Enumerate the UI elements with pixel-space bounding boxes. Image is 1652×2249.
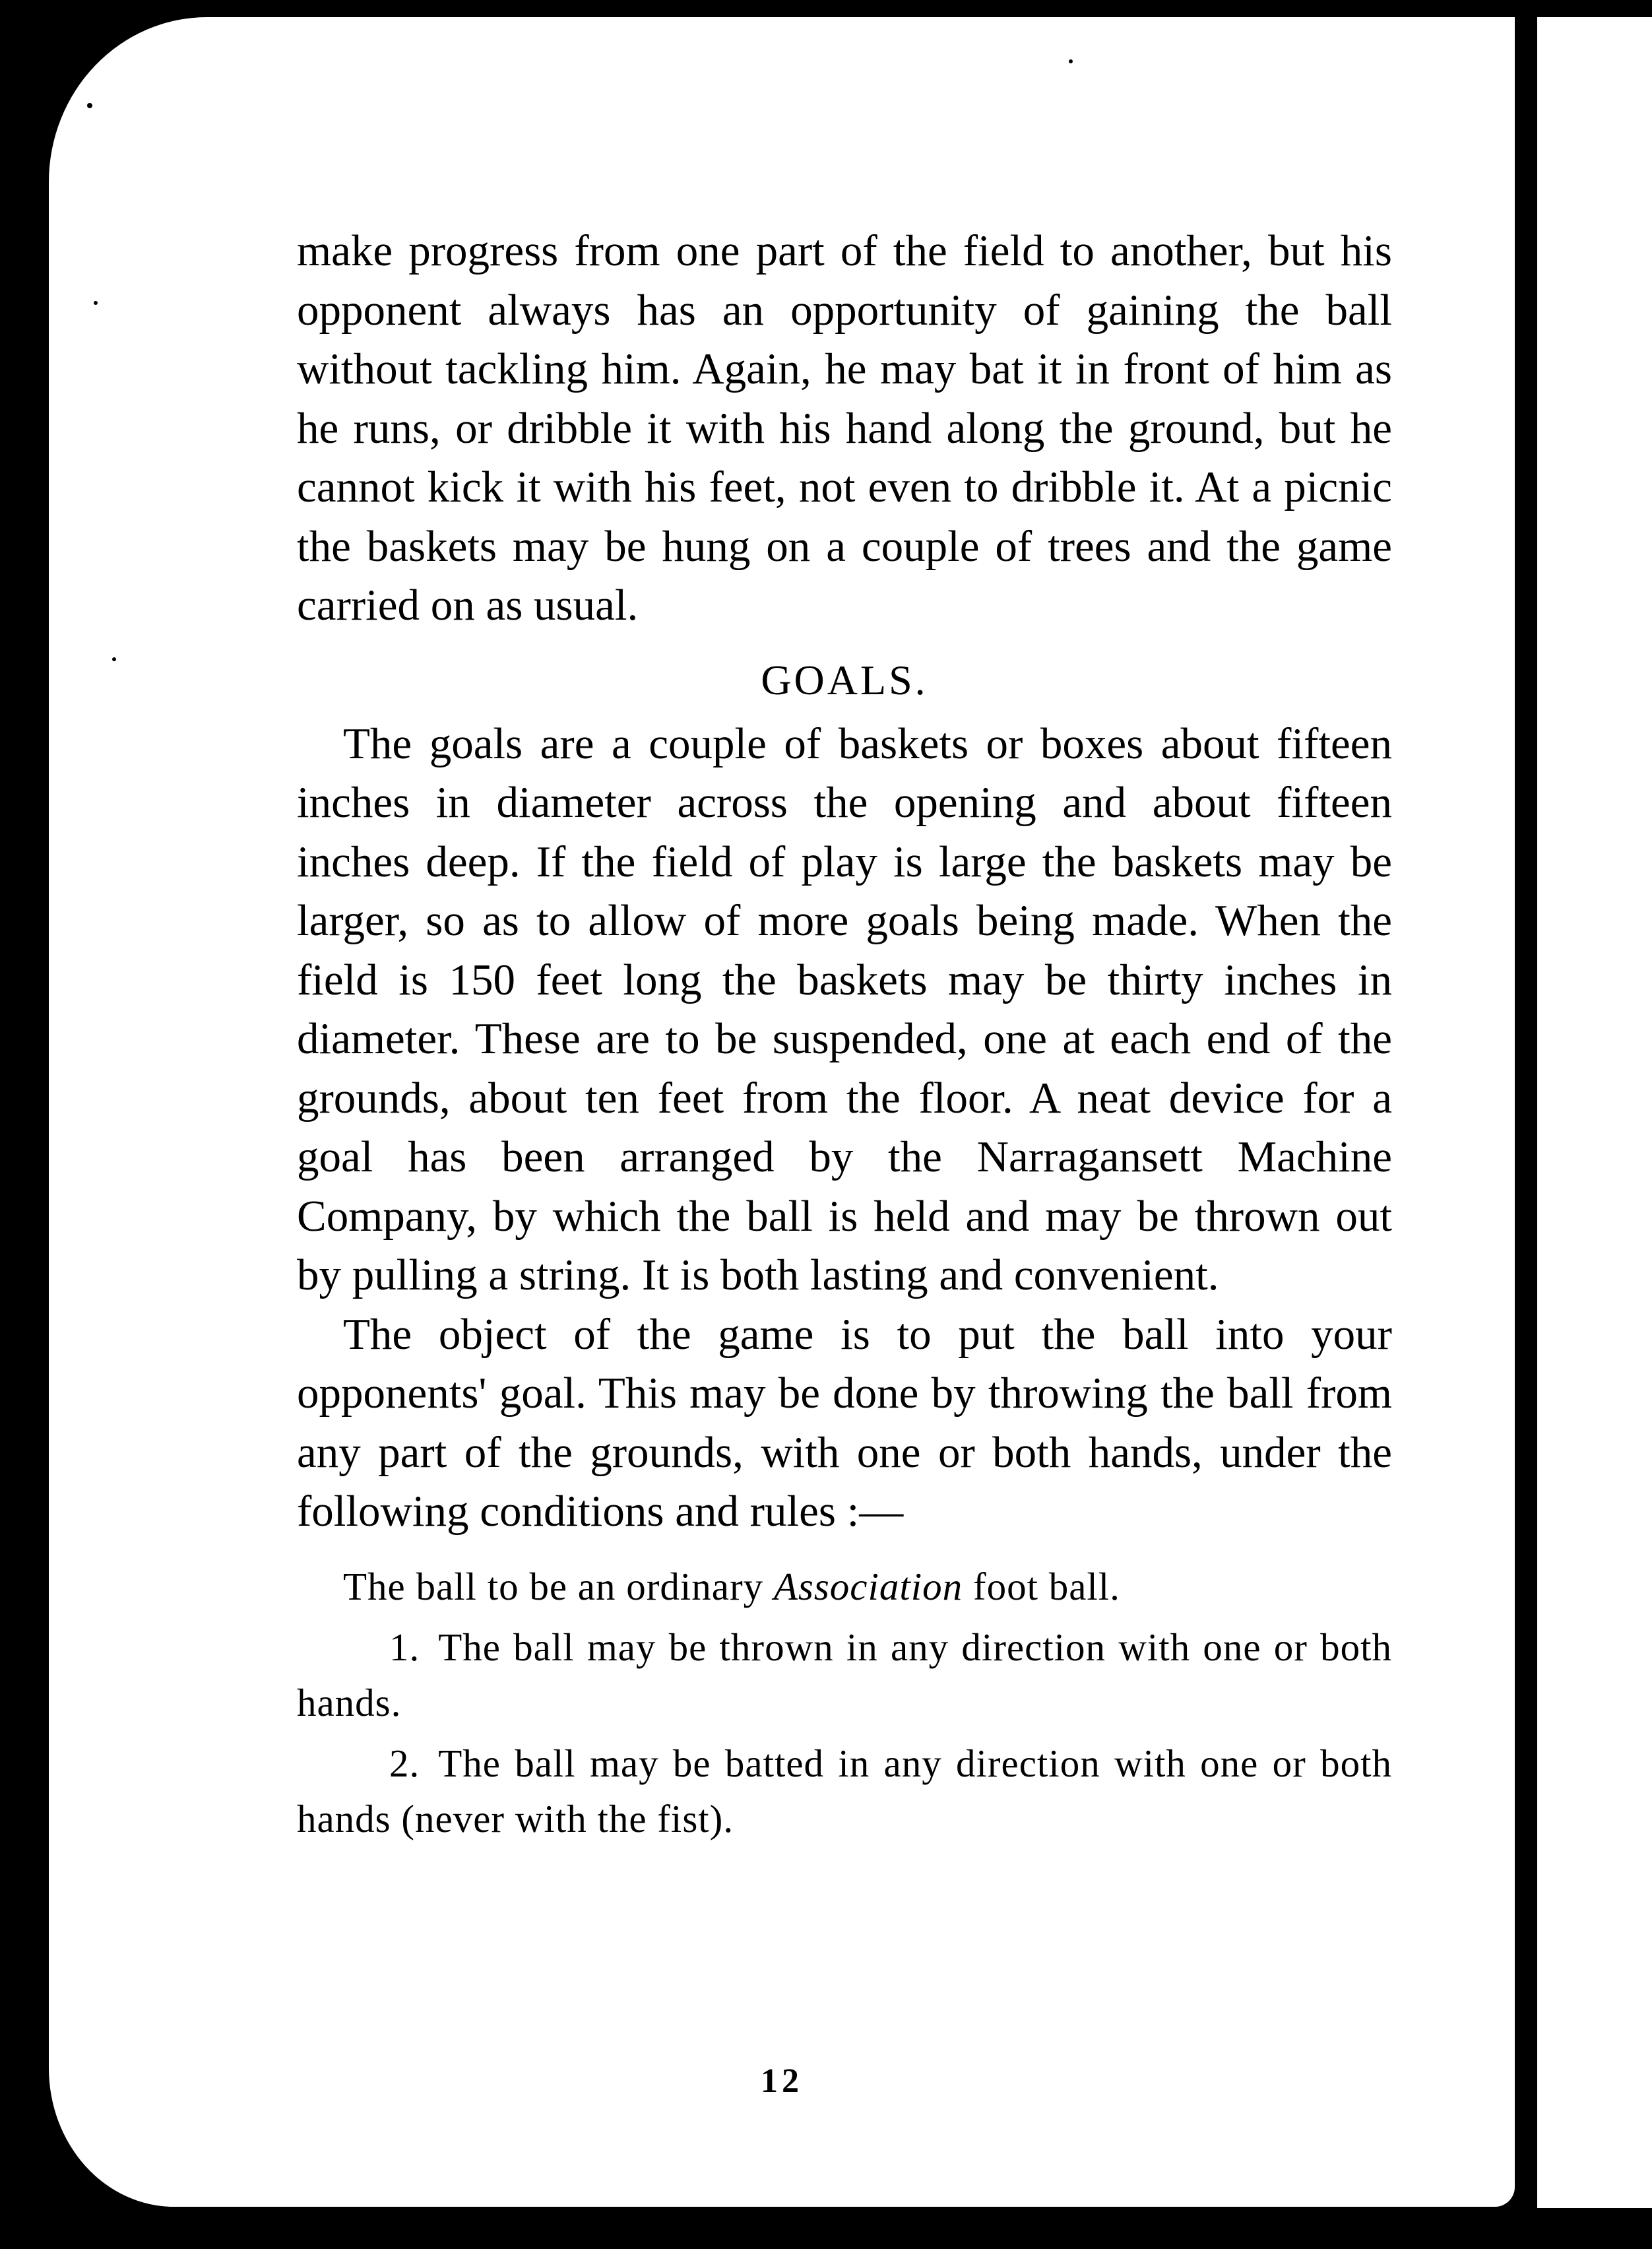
rule-item (297, 1619, 1392, 1730)
paragraph-3-block (297, 1305, 1392, 1542)
page-gutter (1515, 0, 1537, 2249)
section-heading: GOALS. (761, 656, 928, 703)
rule-intro-text-before: The ball to be an ordinary (343, 1564, 774, 1608)
speck-mark (87, 103, 92, 108)
paragraph-3: The object of the game is to put the ball into your opponents' goal. This may be done by throwing the ball from any part of the grounds, with one or both hands, under the following conditions and rules :— (297, 1309, 1392, 1536)
page-number: 12 (761, 2062, 803, 2100)
rules-list (297, 1559, 1392, 1846)
rule-item (297, 1736, 1392, 1846)
page-text (297, 222, 1392, 1846)
rule-number: 1. (389, 1625, 420, 1669)
rule-intro-text-after: foot ball. (963, 1564, 1120, 1608)
speck-mark (94, 301, 98, 305)
speck-mark (1069, 59, 1073, 63)
paragraph-2-block (297, 715, 1392, 1305)
rule-intro-italic: Association (773, 1564, 963, 1608)
speck-mark (112, 657, 116, 661)
rule-number: 2. (389, 1741, 420, 1785)
paragraph-2: The goals are a couple of baskets or boxes about fifteen inches in diameter across the opening and about fifteen inches deep. If the field of play is large the baskets may be larger, so as to allow of more goals being made. When the field is 150 feet long the baskets may be thirty inches in diameter. These are to be suspended, one at each end of the grounds, about ten feet from the floor. A neat device for a goal has been arranged by the Narragansett Machine Company, by which the ball is held and may be thrown out by pulling a string. It is both lasting and convenient. (297, 719, 1392, 1299)
book-page (49, 17, 1515, 2207)
next-page-edge (1537, 17, 1652, 2208)
paragraph-1-block (297, 222, 1392, 636)
rule-intro (297, 1559, 1392, 1614)
rule-text: The ball may be batted in any direction with one or both hands (never with the fist). (297, 1741, 1392, 1841)
rule-text: The ball may be thrown in any direction with one or both hands. (297, 1625, 1392, 1724)
paragraph-1: make progress from one part of the field to another, but his opponent always has an opportunity of gaining the ball without tackling him. Again, he may bat it in front of him as he runs, or dribble it with his hand along the ground, but he cannot kick it with his feet, not even to dribble it. At a picnic the baskets may be hung on a couple of trees and the game carried on as usual. (297, 226, 1392, 630)
